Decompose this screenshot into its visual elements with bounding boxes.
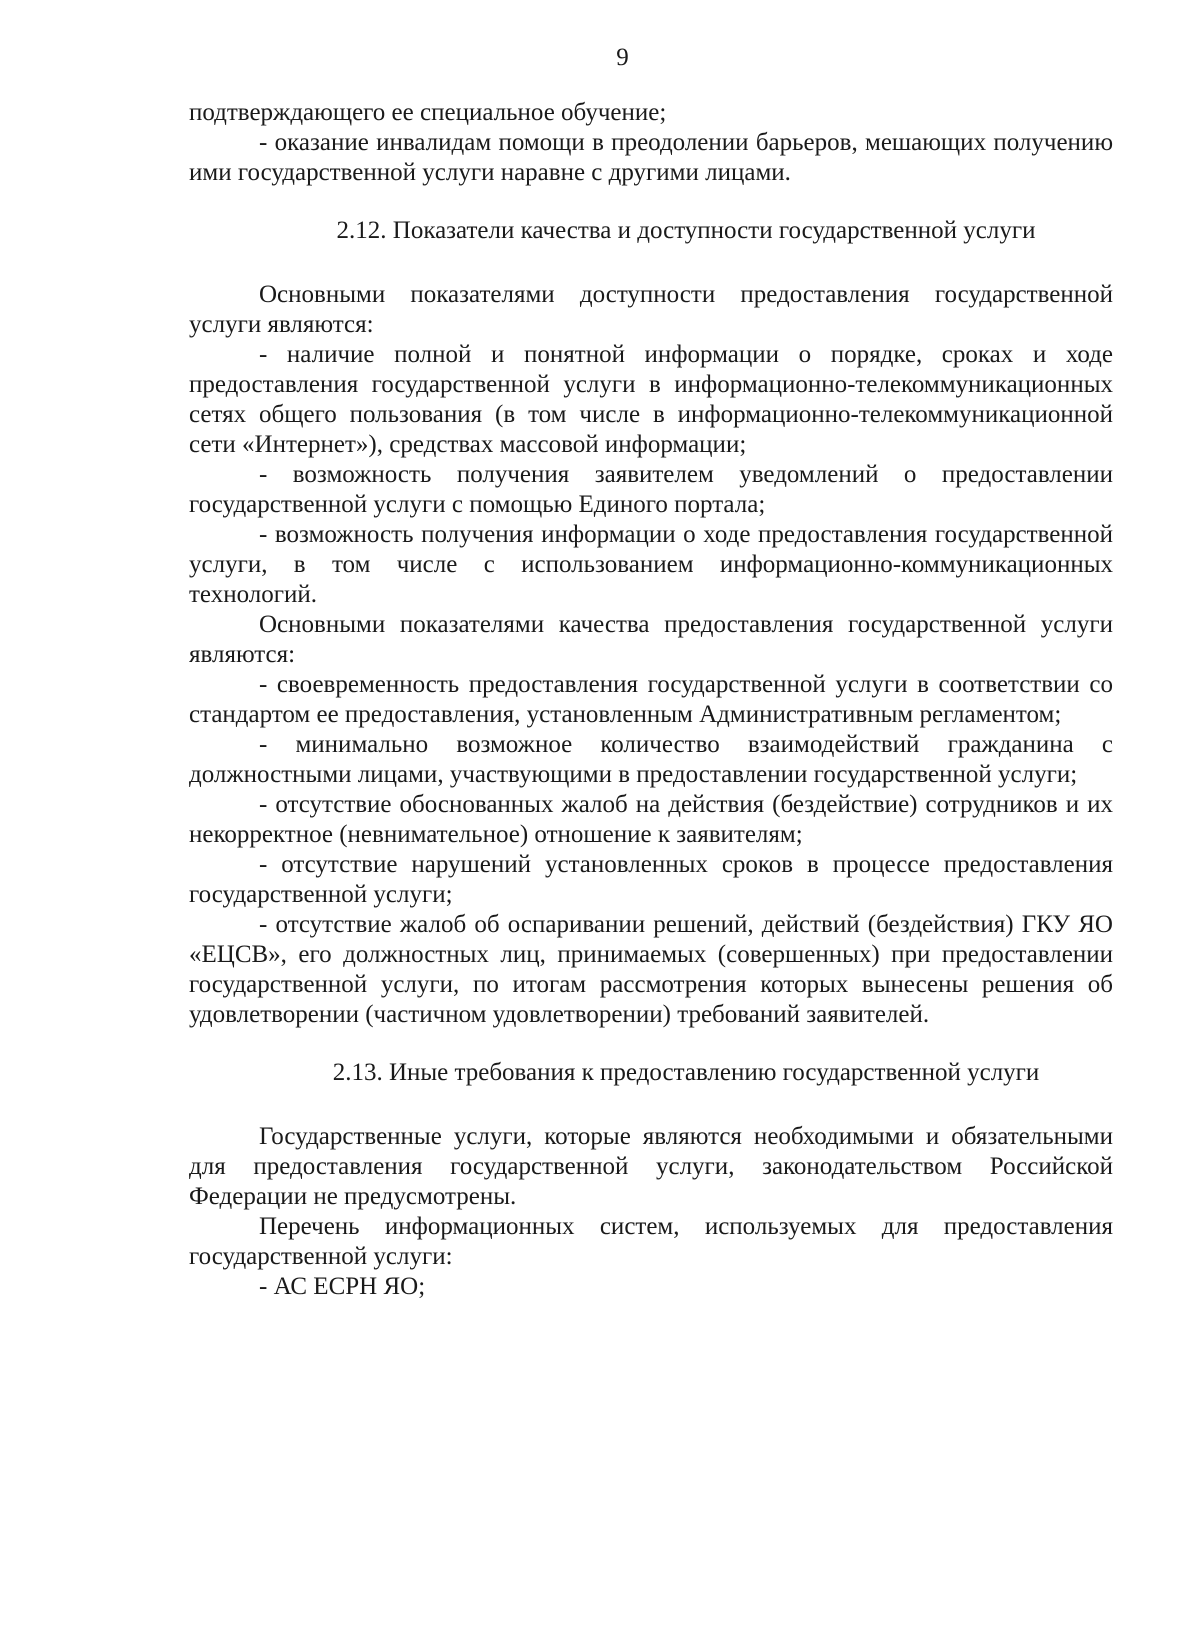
document-body: [189, 98, 1113, 1302]
paragraph: - оказание инвалидам помощи в преодолении барьеров, мешающих получению ими государственной услуги наравне с другими лицами.: [189, 129, 1113, 186]
page-number: 9: [616, 44, 629, 71]
paragraph: - отсутствие обоснованных жалоб на действия (бездействие) сотрудников и их некорректное (невнимательное) отношение к заявителям;: [189, 791, 1113, 848]
paragraph: Основными показателями качества предоставления государственной услуги являются:: [189, 611, 1113, 668]
paragraph: - возможность получения заявителем уведомлений о предоставлении государственной услуги с помощью Единого портала;: [189, 461, 1113, 518]
paragraph: - отсутствие нарушений установленных сроков в процессе предоставления государственной услуги;: [189, 851, 1113, 908]
section-heading: 2.12. Показатели качества и доступности государственной услуги: [336, 217, 1036, 244]
paragraph-continuation: подтверждающего ее специальное обучение;: [189, 99, 667, 126]
paragraph: Государственные услуги, которые являются необходимыми и обязательными для предоставления государственной услуги, законодательством Российской Федерации не предусмотрены.: [189, 1123, 1113, 1210]
paragraph: - отсутствие жалоб об оспаривании решений, действий (бездействия) ГКУ ЯО «ЕЦСВ», его должностных лиц, принимаемых (совершенных) при предоставлении государственной услуги, по итогам рассмотрения которых вынесены решения об удовлетворении (частичном удовлетворении) требований заявителей.: [189, 911, 1113, 1028]
section-heading: 2.13. Иные требования к предоставлению государственной услуги: [332, 1059, 1040, 1086]
paragraph: - АС ЕСРН ЯО;: [259, 1273, 426, 1300]
paragraph: Перечень информационных систем, используемых для предоставления государственной услуги:: [189, 1213, 1113, 1270]
paragraph: - наличие полной и понятной информации о порядке, сроках и ходе предоставления государственной услуги в информационно-телекоммуникационных сетях общего пользования (в том числе в информационно-телекоммуникационной сети «Интернет»), средствах массовой информации;: [189, 341, 1113, 458]
paragraph: Основными показателями доступности предоставления государственной услуги являются:: [189, 281, 1113, 338]
paragraph: - минимально возможное количество взаимодействий гражданина с должностными лицами, участвующими в предоставлении государственной услуги;: [189, 731, 1113, 788]
paragraph: - своевременность предоставления государственной услуги в соответствии со стандартом ее предоставления, установленным Административным регламентом;: [189, 671, 1113, 728]
paragraph: - возможность получения информации о ходе предоставления государственной услуги, в том числе с использованием информационно-коммуникационных технологий.: [189, 521, 1113, 608]
